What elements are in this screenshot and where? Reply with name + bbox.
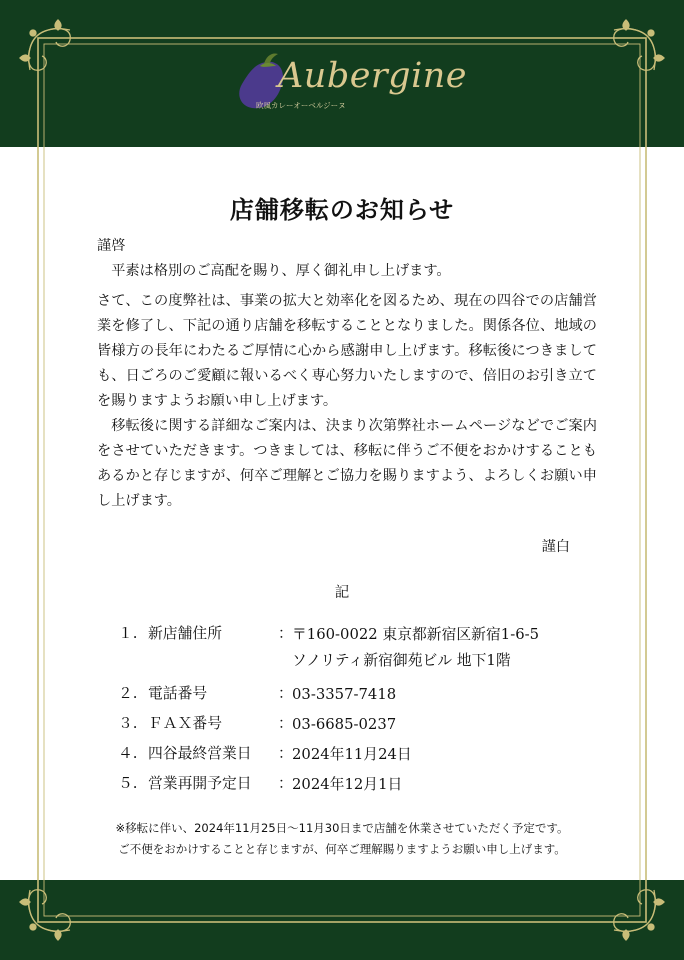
ki-heading: 記 — [334, 585, 350, 601]
item-number: １. — [118, 625, 138, 642]
list-item — [118, 742, 598, 772]
brand-logo — [236, 52, 468, 118]
item-label: 四谷最終営業日 — [148, 745, 252, 762]
item-number: ３. — [118, 715, 138, 732]
item-number: ４. — [118, 745, 138, 762]
paragraph-2: さて、この度弊社は、事業の拡大と効率化を図るため、現在の四谷での店舗営業を修了し、下記の通り店舗を移転することとなりました。関係各位、地域の皆様方の長年にわたるご厚情に心から感謝申し上げます。移転後につきましても、日ごろのご愛顧に報いるべく専心努力いたしますので、倍旧のお引き立てを賜りますようお願い申し上げます。 — [97, 293, 597, 409]
paragraph-1: 平素は格別のご高配を賜り、厚く御礼申し上げます。 — [111, 263, 451, 279]
item-value — [292, 622, 539, 674]
address-line-2: ソノリティ新宿御苑ビル 地下1階 — [292, 652, 511, 669]
item-value: 2024年11月24日 — [292, 746, 412, 763]
details-list — [118, 622, 598, 802]
list-item — [118, 622, 598, 682]
salutation: 謹啓 — [97, 238, 126, 254]
item-value: 03-3357-7418 — [292, 686, 397, 703]
item-number: ２. — [118, 685, 138, 702]
logo-subtitle: 欧風カレーオーベルジーヌ — [256, 101, 346, 110]
item-label: 新店舗住所 — [148, 625, 222, 642]
item-label: 電話番号 — [148, 685, 208, 702]
list-item — [118, 682, 598, 712]
item-colon: ： — [278, 625, 293, 642]
note-line-2: ご不便をおかけすることと存じますが、何卒ご理解賜りますようお願い申し上げます。 — [118, 842, 566, 856]
item-colon: ： — [278, 715, 293, 732]
item-number: ５. — [118, 775, 138, 792]
item-label: ＦＡＸ番号 — [148, 715, 222, 732]
address-line-1: 〒160-0022 東京都新宿区新宿1-6-5 — [292, 626, 540, 643]
item-value: 03-6685-0237 — [292, 716, 397, 733]
item-colon: ： — [278, 745, 293, 762]
item-colon: ： — [278, 685, 293, 702]
list-item — [118, 712, 598, 742]
logo-wordmark: Aubergine — [278, 56, 468, 96]
footer-band — [0, 880, 684, 960]
letter-body — [97, 234, 597, 514]
closing-word: 謹白 — [541, 539, 570, 555]
item-value: 2024年12月1日 — [292, 776, 403, 793]
item-colon: ： — [278, 775, 293, 792]
list-item — [118, 772, 598, 802]
item-label: 営業再開予定日 — [148, 775, 252, 792]
note-line-1: ※移転に伴い、2024年11月25日～11月30日まで店舗を休業させていただく予定です。 — [115, 821, 569, 835]
page-title: 店舗移転のお知らせ — [229, 195, 455, 224]
paragraph-3: 移転後に関する詳細なご案内は、決まり次第弊社ホームページなどでご案内をさせていただきます。つきましては、移転に伴うご不便をおかけすることもあるかと存じますが、何卒ご理解とご協力を賜りますよう、よろしくお願い申し上げます。 — [97, 418, 597, 509]
closure-note — [0, 818, 684, 860]
